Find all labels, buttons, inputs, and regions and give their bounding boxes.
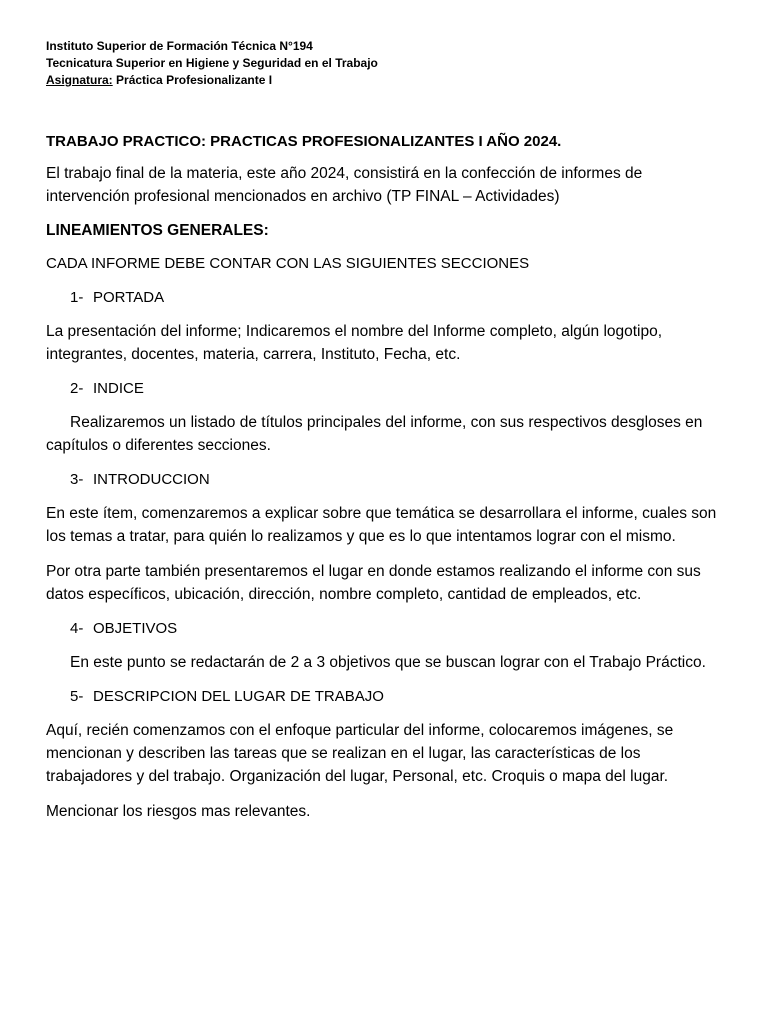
section-paragraph: Mencionar los riesgos mas relevantes. (46, 803, 311, 820)
career-name: Tecnicatura Superior en Higiene y Seguridad en el Trabajo (46, 56, 378, 70)
section-name: DESCRIPCION DEL LUGAR DE TRABAJO (93, 688, 384, 705)
section-heading-objetivos (70, 619, 728, 639)
subject-line (46, 72, 728, 89)
institute-name: Instituto Superior de Formación Técnica N°194 (46, 39, 313, 53)
section-name: OBJETIVOS (93, 620, 178, 637)
document-title: TRABAJO PRACTICO: PRACTICAS PROFESIONALIZANTES I AÑO 2024. (46, 133, 562, 150)
guidelines-heading: LINEAMIENTOS GENERALES: (46, 222, 269, 239)
section-number: 2- (70, 380, 84, 397)
section-name: INTRODUCCION (93, 471, 210, 488)
section-heading-introduccion (70, 470, 728, 490)
section-number: 1- (70, 289, 84, 306)
intro-paragraph: El trabajo final de la materia, este año 2024, consistirá en la confección de informes de intervención profesional mencionados en archivo (TP FINAL – Actividades) (46, 165, 643, 205)
sections-heading: CADA INFORME DEBE CONTAR CON LAS SIGUIENTES SECCIONES (46, 255, 530, 272)
section-paragraph: La presentación del informe; Indicaremos el nombre del Informe completo, algún logotipo, integrantes, docentes, materia, carrera, Instituto, Fecha, etc. (46, 323, 663, 363)
section-number: 4- (70, 620, 84, 637)
section-number: 5- (70, 688, 84, 705)
section-heading-portada (70, 288, 728, 308)
document-header (46, 38, 728, 89)
section-number: 3- (70, 471, 84, 488)
section-paragraph: Realizaremos un listado de títulos principales del informe, con sus respectivos desgloses en capítulos o diferentes secciones. (46, 414, 703, 454)
section-paragraph: En este ítem, comenzaremos a explicar sobre que temática se desarrollara el informe, cuales son los temas a tratar, para quién lo realizamos y que es lo que intentamos lograr con el mismo. (46, 505, 717, 545)
section-paragraph: Por otra parte también presentaremos el lugar en donde estamos realizando el informe con sus datos específicos, ubicación, dirección, nombre completo, cantidad de empleados, etc. (46, 563, 701, 603)
section-paragraph: Aquí, recién comenzamos con el enfoque particular del informe, colocaremos imágenes, se mencionan y describen las tareas que se realizan en el lugar, las características de los trabajadores y del trabajo. Organización del lugar, Personal, etc. Croquis o mapa del lugar. (46, 722, 674, 785)
section-paragraph: En este punto se redactarán de 2 a 3 objetivos que se buscan lograr con el Trabajo Práctico. (70, 654, 706, 671)
subject-value: Práctica Profesionalizante I (116, 73, 273, 87)
section-heading-descripcion (70, 687, 728, 707)
section-name: PORTADA (93, 289, 165, 306)
section-heading-indice (70, 379, 728, 399)
subject-label: Asignatura: (46, 73, 113, 87)
section-name: INDICE (93, 380, 144, 397)
